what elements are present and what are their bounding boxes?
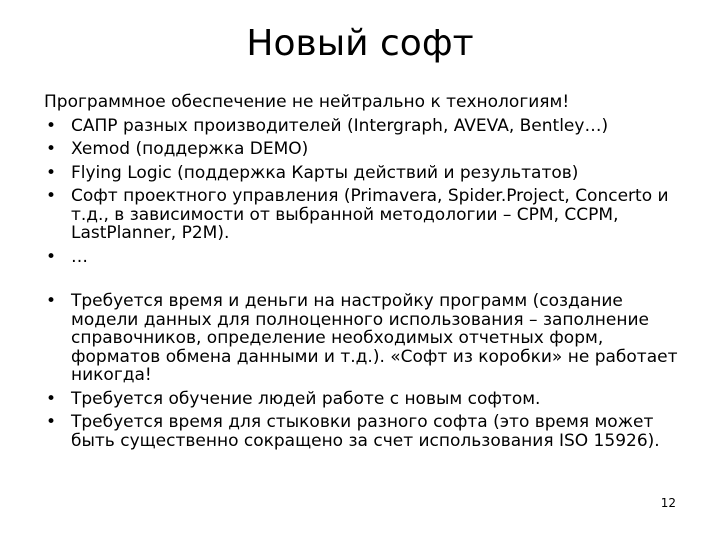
list-item-text: Софт проектного управления (Primavera, Spider.Project, Concerto и т.д., в зависимости от выбранной методологии – CPM, CCPM, LastPlanner, P2M).	[71, 186, 669, 243]
list-item	[44, 248, 694, 267]
bullet-icon: •	[46, 388, 57, 409]
list-item	[44, 187, 694, 243]
list-item	[44, 292, 694, 385]
requirements-list	[44, 292, 694, 450]
bullet-icon: •	[46, 412, 57, 432]
list-item-text: Требуется время для стыковки разного софта (это время может быть существенно сокращено за счет использования ISO 15926).	[71, 412, 660, 451]
bullet-icon: •	[46, 291, 57, 311]
list-item-text: Xemod (поддержка DEMO)	[71, 139, 309, 159]
intro-text: Программное обеспечение не нейтрально к технологиям!	[44, 92, 570, 112]
slide-title: Новый софт	[246, 23, 474, 64]
list-item	[44, 413, 694, 450]
list-item-text: САПР разных производителей (Intergraph, AVEVA, Bentley…)	[71, 115, 609, 136]
bullet-icon: •	[46, 115, 57, 136]
list-item-text: Требуется время и деньги на настройку программ (создание модели данных для полноценного использования – заполнение справочников, определение необходимых отчетных форм, форматов обмена данными и т.д.). «Софт из коробки» не работает никогда!	[71, 291, 678, 385]
list-item-text: Flying Logic (поддержка Карты действий и результатов)	[71, 162, 579, 183]
software-list	[44, 117, 694, 267]
bullet-icon: •	[46, 186, 57, 206]
list-item	[44, 390, 694, 409]
list-item-text: Требуется обучение людей работе с новым софтом.	[71, 388, 541, 409]
list-item	[44, 164, 694, 183]
list-item	[44, 117, 694, 136]
bullet-icon: •	[46, 139, 57, 159]
bullet-icon: •	[46, 246, 57, 267]
bullet-icon: •	[46, 162, 57, 183]
slide-body	[44, 93, 694, 455]
list-item-text: …	[71, 246, 88, 267]
list-item	[44, 140, 694, 159]
page-number: 12	[660, 496, 676, 510]
